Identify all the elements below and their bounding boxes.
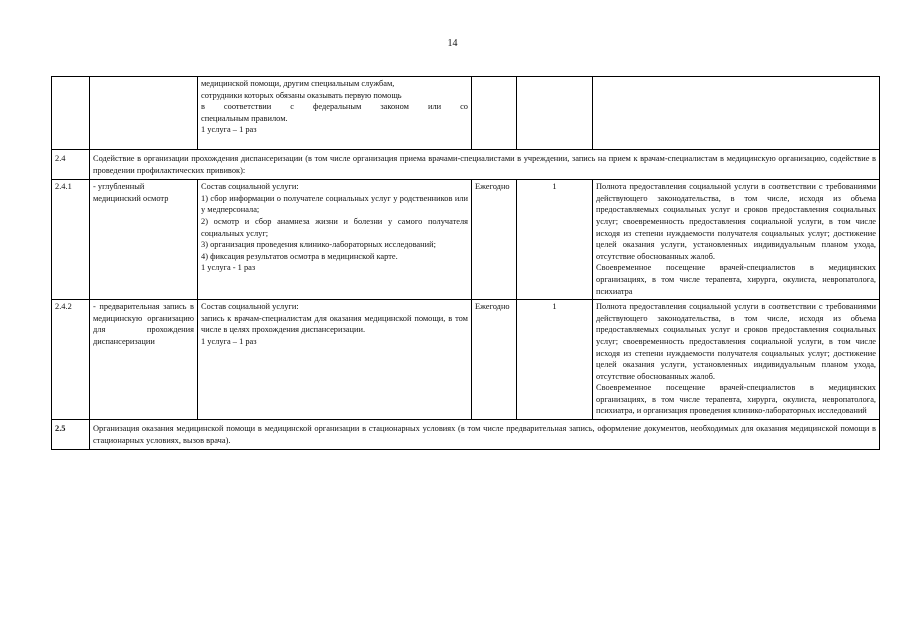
cell-criteria [593, 77, 880, 150]
content-line: в соответствии с федеральным законом или со [201, 102, 468, 112]
criteria-paragraph: Полнота предоставления социальной услуги в соответствии с требованиями действующего законодательства, в том числе, исходя из объема предоставляемых социальных услуг и сроков предоставления социальных услуг; своевременность предоставления социальной услуги, в том числе исходя из степени нуждаемости получателя социальных услуг; достижение целей оказания услуги, установленных индивидуальным планом ухода, отсутствие обоснованных жалоб. [596, 302, 876, 381]
content-line: 1 услуга – 1 раз [201, 125, 257, 135]
content-line: сотрудники которых обязаны оказывать первую помощь [201, 90, 402, 100]
row-number: 2.4.2 [52, 300, 90, 420]
table-row-section-2-5 [52, 420, 880, 450]
criteria-paragraph: Своевременное посещение врачей-специалистов в медицинских организациях, в том числе терапевта, хирурга, окулиста, невропатолога, психиатра, и организация проведения клинико-лабораторных исследований [596, 383, 876, 416]
service-criteria [593, 300, 880, 420]
content-line: медицинской помощи, другим специальным службам, [201, 79, 395, 88]
content-line: запись к врачам-специалистам для оказания медицинской помощи, в том числе в целях прохождения диспансеризации. [201, 313, 468, 335]
cell-name [90, 77, 198, 150]
service-periodicity: Ежегодно [472, 180, 517, 300]
service-content [198, 180, 472, 300]
service-volume: 1 [517, 180, 593, 300]
service-name: - углубленный медицинский осмотр [90, 180, 198, 300]
content-line: 1 услуга – 1 раз [201, 336, 257, 346]
row-number: 2.5 [52, 420, 90, 450]
table-row-2-4-1 [52, 180, 880, 300]
content-line: специальным правилом. [201, 113, 288, 123]
section-text: Содействие в организации прохождения диспансеризации (в том числе организация приема врачами-специалистами в учреждении, запись на прием к врачам-специалистам в медицинскую организацию, содействие в проведении профилактических прививок): [90, 150, 880, 180]
service-periodicity: Ежегодно [472, 300, 517, 420]
content-line: 2) осмотр и сбор анамнеза жизни и болезни у самого получателя социальных услуг; [201, 216, 468, 238]
section-text: Организация оказания медицинской помощи в медицинской организации в стационарных условиях (в том числе предварительная запись, оформление документов, необходимых для оказания медицинской помощи в стационарных условиях, вызов врача). [90, 420, 880, 450]
content-line: 4) фиксация результатов осмотра в медицинской карте. [201, 251, 398, 261]
content-line: 1) сбор информации о получателе социальных услуг у родственников или у медперсонала; [201, 193, 468, 215]
service-volume: 1 [517, 300, 593, 420]
content-line: Состав социальной услуги: [201, 182, 299, 192]
content-line: 3) организация проведения клинико-лабораторных исследований; [201, 240, 436, 250]
service-criteria [593, 180, 880, 300]
criteria-paragraph: Своевременное посещение врачей-специалистов в медицинских организациях, в том числе терапевта, хирурга, окулиста, невропатолога, психиатра [596, 263, 876, 296]
table-row-2-4-2 [52, 300, 880, 420]
service-content [198, 300, 472, 420]
criteria-paragraph: Полнота предоставления социальной услуги в соответствии с требованиями действующего законодательства, в том числе, исходя из объема предоставляемых социальных услуг и сроков предоставления социальных услуг; своевременность предоставления социальной услуги, в том числе исходя из степени нуждаемости получателя социальных услуг; достижение целей оказания услуги, установленных индивидуальным планом ухода, отсутствие обоснованных жалоб. [596, 182, 876, 261]
cell-volume [517, 77, 593, 150]
services-table [51, 76, 880, 450]
page-number: 14 [447, 38, 458, 49]
content-line: Состав социальной услуги: [201, 302, 299, 312]
cell-content [198, 77, 472, 150]
row-number: 2.4 [52, 150, 90, 180]
service-name: - предварительная запись в медицинскую организацию для прохождения диспансеризации [90, 300, 198, 420]
cell-periodicity [472, 77, 517, 150]
table-row-continuation [52, 77, 880, 150]
table-row-section-2-4 [52, 150, 880, 180]
row-number: 2.4.1 [52, 180, 90, 300]
content-line: 1 услуга - 1 раз [201, 263, 256, 273]
cell-num [52, 77, 90, 150]
